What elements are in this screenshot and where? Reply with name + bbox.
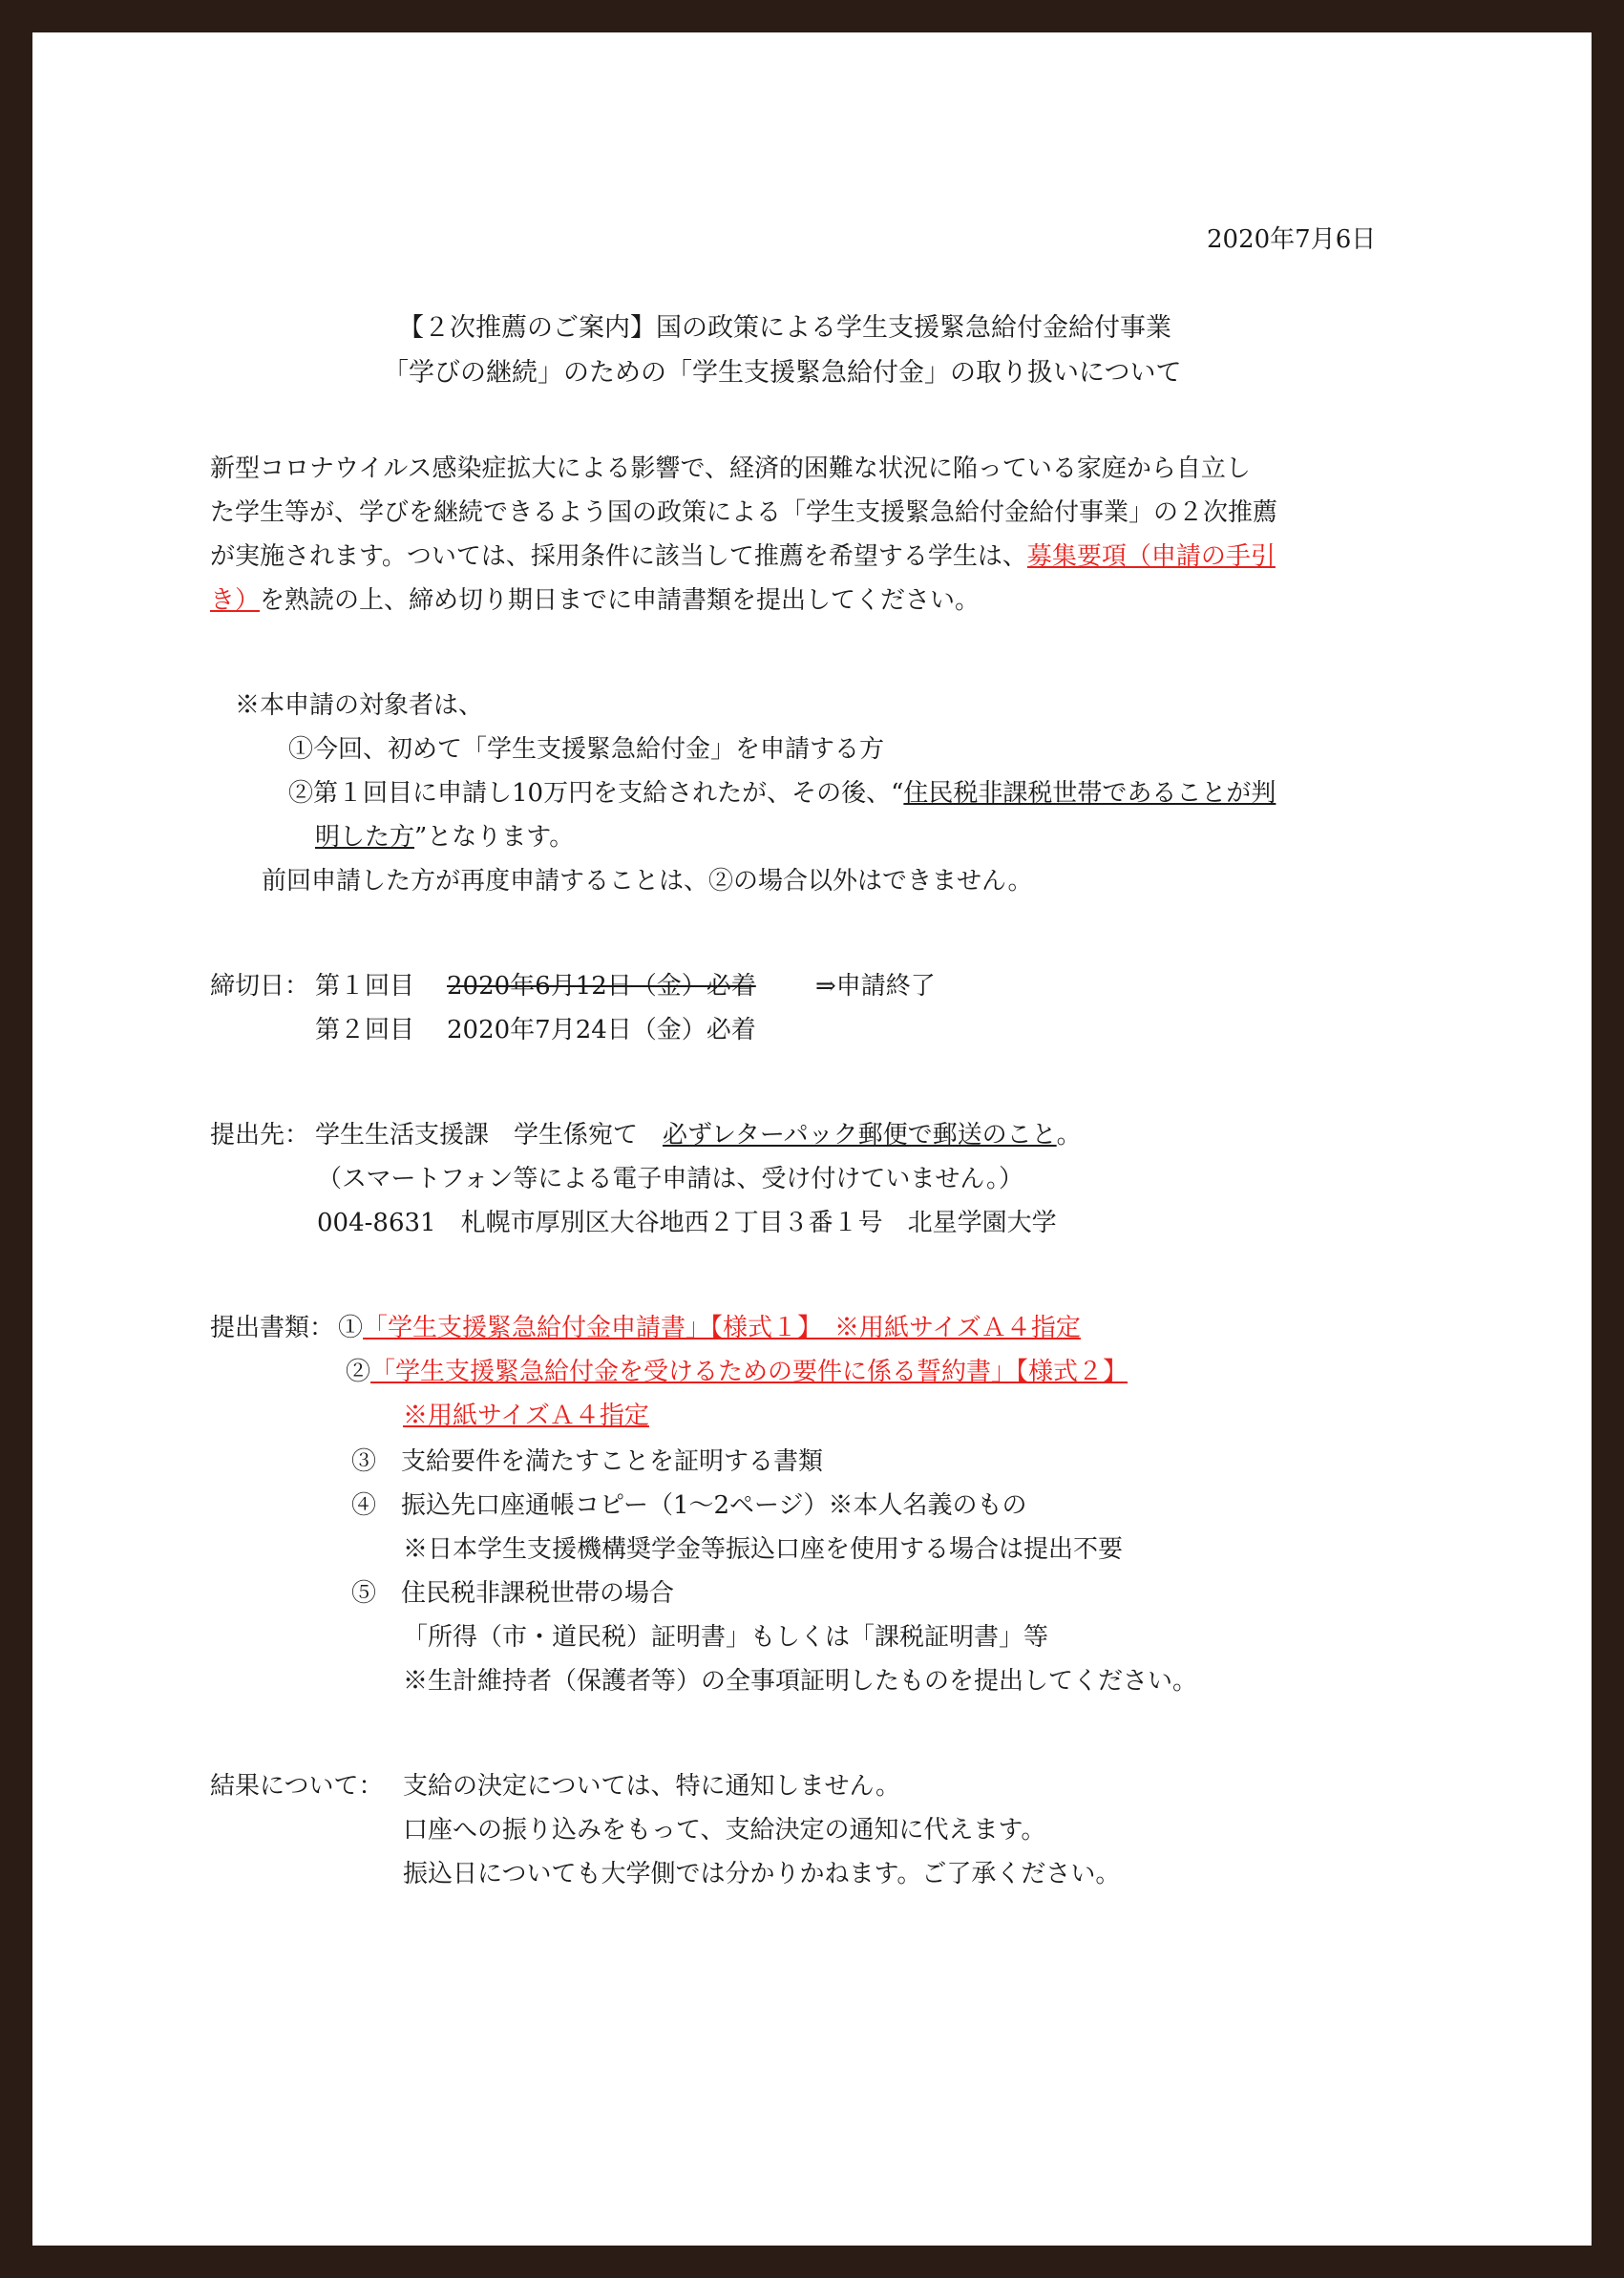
deadline-round-1-label: 第１回目: [315, 972, 415, 1001]
result-line-2: 口座への振り込みをもって、支給決定の通知に代えます。: [403, 1816, 1046, 1845]
deadline-round-2-label: 第２回目: [315, 1016, 415, 1044]
document-1: [338, 1312, 1081, 1344]
target-item-2: [288, 777, 1276, 810]
document-5: ⑤ 住民税非課税世帯の場合: [351, 1579, 675, 1608]
result-line-1: 支給の決定については、特に通知しません。: [403, 1772, 901, 1801]
document-3: ③ 支給要件を満たすことを証明する書類: [351, 1447, 824, 1476]
document-1-link[interactable]: 「学生支援緊急給付金申請書」【様式１】 ※用紙サイズＡ４指定: [363, 1314, 1081, 1342]
date: 2020年7月6日: [1207, 225, 1377, 254]
submit-note: （スマートフォン等による電子申請は、受け付けていません。）: [317, 1165, 1023, 1193]
document-5-doc: 「所得（市・道民税）証明書」もしくは「課税証明書」等: [403, 1623, 1049, 1652]
target-item-1: ①今回、初めて「学生支援緊急給付金」を申請する方: [288, 735, 885, 764]
submit-label: 提出先：: [210, 1121, 310, 1150]
document-body: [32, 32, 1592, 2246]
target-item-2-end: ”となります。: [414, 823, 575, 852]
deadline-round-1-status: ⇒申請終了: [815, 972, 936, 1001]
intro-line-1: 新型コロナウイルス感染症拡大による影響で、経済的困難な状況に陥っている家庭から自立し: [210, 454, 1251, 483]
target-item-2-underline: 住民税非課税世帯であることが判: [903, 779, 1276, 808]
document-4-note: ※日本学生支援機構奨学金等振込口座を使用する場合は提出不要: [403, 1535, 1124, 1564]
deadline-label: 締切日：: [210, 972, 310, 1001]
target-heading: ※本申請の対象者は、: [235, 691, 484, 720]
target-item-2-text: ②第１回目に申請し10万円を支給されたが、その後、“: [288, 779, 904, 808]
submit-method: 必ずレターパック郵便で郵送のこと: [663, 1121, 1057, 1150]
document-2-link[interactable]: 「学生支援緊急給付金を受けるための要件に係る誓約書」【様式２】: [370, 1358, 1128, 1386]
result-label: 結果について：: [210, 1772, 384, 1801]
submit-address: 004-8631 札幌市厚別区大谷地西２丁目３番１号 北星学園大学: [317, 1209, 1057, 1237]
guidelines-link[interactable]: 募集要項（申請の手引: [1026, 542, 1276, 571]
document-2: [346, 1356, 1128, 1388]
document-2-size: [403, 1400, 649, 1432]
intro-line-2: た学生等が、学びを継続できるよう国の政策による「学生支援緊急給付金給付事業」の２次推薦: [210, 498, 1278, 527]
intro-line-4-text: を熟読の上、締め切り期日までに申請書類を提出してください。: [260, 586, 981, 615]
result-line-3: 振込日についても大学側では分かりかねます。ご了承ください。: [403, 1860, 1121, 1888]
intro-line-4: [210, 584, 980, 617]
document-page: [32, 32, 1592, 2246]
submit-destination: [315, 1119, 1082, 1151]
document-2-size-link[interactable]: ※用紙サイズＡ４指定: [403, 1402, 649, 1430]
deadline-round-1-date: 2020年6月12日（金）必着: [447, 972, 756, 1001]
title-line-1: 【２次推薦のご案内】国の政策による学生支援緊急給付金給付事業: [398, 313, 1171, 343]
target-item-2-underline-cont: 明した方: [315, 823, 415, 852]
document-4: ④ 振込先口座通帳コピー（1～2ページ）※本人名義のもの: [351, 1491, 1027, 1520]
intro-line-3: [210, 540, 1276, 573]
document-1-num: ①: [338, 1314, 364, 1342]
guidelines-link-cont[interactable]: き）: [210, 586, 261, 615]
documents-label: 提出書類：: [210, 1314, 335, 1342]
submit-method-end: 。: [1056, 1121, 1082, 1150]
deadline-round-2-date: 2020年7月24日（金）必着: [447, 1016, 756, 1044]
submit-dest-text: 学生生活支援課 学生係宛て: [315, 1121, 664, 1150]
title-line-2: 「学びの継続」のための「学生支援緊急給付金」の取り扱いについて: [383, 358, 1182, 388]
document-2-num: ②: [346, 1358, 371, 1386]
target-note: 前回申請した方が再度申請することは、②の場合以外はできません。: [262, 867, 1033, 896]
target-item-2-cont: [315, 821, 574, 854]
intro-line-3-text: が実施されます。ついては、採用条件に該当して推薦を希望する学生は、: [210, 542, 1027, 571]
document-5-note: ※生計維持者（保護者等）の全事項証明したものを提出してください。: [403, 1667, 1198, 1696]
